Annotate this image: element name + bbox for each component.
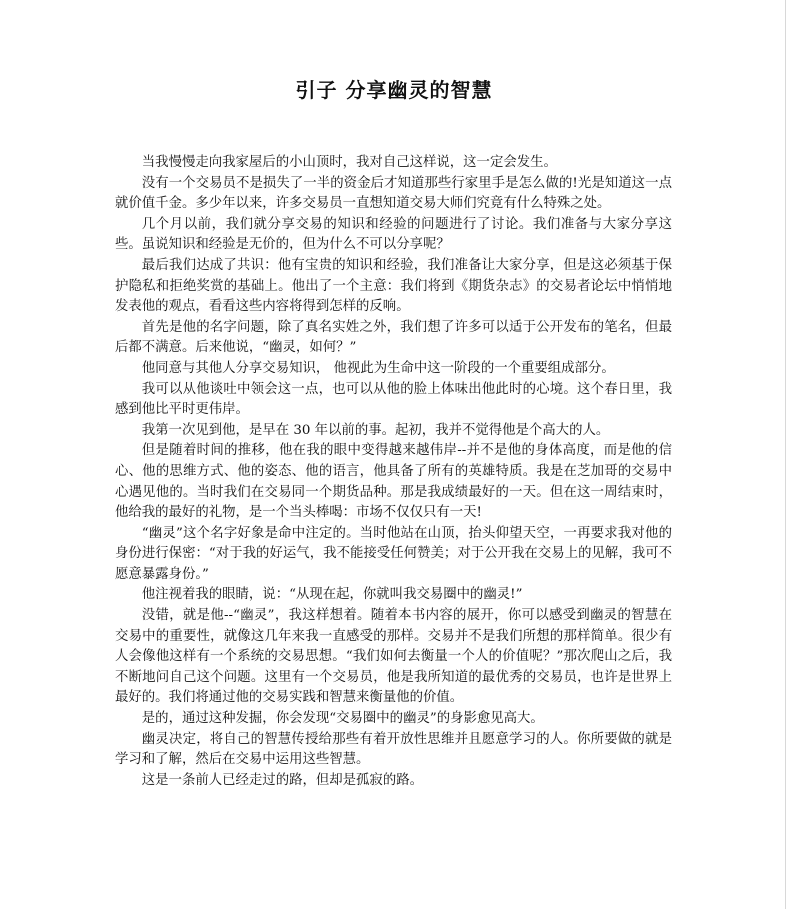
document-body xyxy=(115,153,672,791)
page-title: 引子 分享幽灵的智慧 xyxy=(295,78,493,102)
paragraph-8: 我第一次见到他，是早在 30 年以前的事。起初，我并不觉得他是个高大的人。 xyxy=(141,422,610,438)
paragraph-3: 几个月以前，我们就分享交易的知识和经验的问题进行了讨论。我们准备与大家分享这些。虽说知识和经验是无价的，但为什么不可以分享呢？ xyxy=(115,216,672,253)
paragraph-4: 最后我们达成了共识：他有宝贵的知识和经验，我们准备让大家分享，但是这必须基于保护隐私和拒绝奖赏的基础上。他出了一个主意：我们将到《期货杂志》的交易者论坛中悄悄地发表他的观点，看看这些内容将得到怎样的反响。 xyxy=(115,257,672,315)
paragraph-9: 但是随着时间的推移，他在我的眼中变得越来越伟岸--并不是他的身体高度，而是他的信心、他的思维方式、他的姿态、他的语言，他具备了所有的英雄特质。我是在芝加哥的交易中心遇见他的。当时我们在交易同一个期货品种。那是我成绩最好的一天。但在这一周结束时，他给我的最好的礼物，是一个当头棒喝：市场不仅仅只有一天! xyxy=(115,443,672,521)
paragraph-14: 幽灵决定，将自己的智慧传授给那些有着开放性思维并且愿意学习的人。你所要做的就是学习和了解，然后在交易中运用这些智慧。 xyxy=(115,731,672,768)
paragraph-2: 没有一个交易员不是损失了一半的资金后才知道那些行家里手是怎么做的!光是知道这一点就价值千金。多少年以来，许多交易员一直想知道交易大师们究竟有什么特殊之处。 xyxy=(115,175,672,212)
paragraph-1: 当我慢慢走向我家屋后的小山顶时，我对自己这样说，这一定会发生。 xyxy=(141,155,557,170)
paragraph-5: 首先是他的名字问题，除了真名实姓之外，我们想了许多可以适于公开发布的笔名，但最后都不满意。后来他说，“幽灵，如何？” xyxy=(115,319,672,356)
paragraph-11: 他注视着我的眼睛，说：“从现在起，你就叫我交易圈中的幽灵!” xyxy=(141,587,523,603)
paragraph-13: 是的，通过这种发掘，你会发现“交易圈中的幽灵”的身影愈见高大。 xyxy=(141,711,544,727)
paragraph-7: 我可以从他谈吐中领会这一点，也可以从他的脸上体味出他此时的心境。这个春日里，我感到他比平时更伟岸。 xyxy=(115,381,672,418)
paragraph-10: “幽灵”这个名字好象是命中注定的。当时他站在山顶，抬头仰望天空，一再要求我对他的身份进行保密：“对于我的好运气，我不能接受任何赞美；对于公开我在交易上的见解，我可不愿意暴露身份。” xyxy=(115,525,672,582)
paragraph-6: 他同意与其他人分享交易知识， 他视此为生命中这一阶段的一个重要组成部分。 xyxy=(141,360,615,376)
page-edge-line xyxy=(785,0,786,909)
paragraph-12: 没错，就是他--“幽灵”，我这样想着。随着本书内容的展开，你可以感受到幽灵的智慧在交易中的重要性，就像这几年来我一直感受的那样。交易并不是我们所想的那样简单。很少有人会像他这样有一个系统的交易思想。“我们如何去衡量一个人的价值呢？”那次爬山之后，我不断地问自己这个问题。这里有一个交易员，他是我所知道的最优秀的交易员，也许是世界上最好的。我们将通过他的交易实践和智慧来衡量他的价值。 xyxy=(115,608,672,706)
paragraph-15: 这是一条前人已经走过的路，但却是孤寂的路。 xyxy=(141,772,423,788)
